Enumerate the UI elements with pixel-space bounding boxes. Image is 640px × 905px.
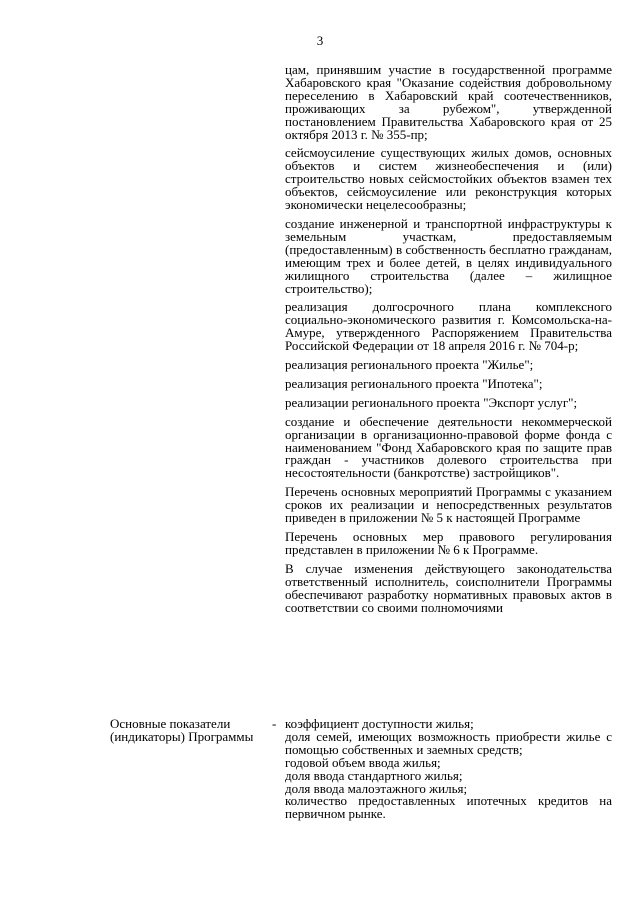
activities-list	[285, 64, 612, 620]
indicator-item: доля ввода стандартного жилья;	[285, 767, 463, 783]
list-item: реализация долгосрочного плана комплексного социально-экономического развития г. Комсомольска-на-Амуре, утвержденного Распоряжением Правительства Российской Федерации от 18 апреля 2016 г. № 704-р;	[285, 299, 612, 354]
list-item: реализация регионального проекта "Жилье";	[285, 357, 534, 373]
page-number: 3	[316, 33, 324, 48]
indicator-item: количество предоставленных ипотечных кредитов на первичном рынке.	[285, 793, 612, 822]
list-item: реализации регионального проекта "Экспорт услуг";	[285, 394, 578, 410]
indicator-item: годовой объем ввода жилья;	[285, 754, 441, 770]
indicator-item: коэффициент доступности жилья;	[285, 716, 474, 731]
list-item: реализация регионального проекта "Ипотека";	[285, 375, 543, 391]
list-item: В случае изменения действующего законодательства ответственный исполнитель, соисполнители Программы обеспечивают разработку нормативных правовых актов в соответствии со своими полномочиями	[285, 560, 612, 615]
indicator-item: доля семей, имеющих возможность приобрести жилье с помощью собственных и заемных средств;	[285, 728, 612, 757]
indicators-values	[285, 718, 612, 821]
list-item: Перечень основных мер правового регулирования представлен в приложении № 6 к Программе.	[285, 529, 612, 557]
list-item: цам, принявшим участие в государственной программе Хабаровского края "Оказание содействия добровольному переселению в Хабаровский край соотечественников, проживающих за рубежом", утвержденной постановлением Правительства Хабаровского края от 25 октября 2013 г. № 355-пр;	[285, 62, 612, 142]
indicators-label: Основные показатели (индикаторы) Программы	[110, 716, 254, 744]
list-item: создание и обеспечение деятельности некоммерческой организации в организационно-правовой форме фонда с наименованием "Фонд Хабаровского края по защите прав граждан - участников долевого строительства при несостоятельности (банкротстве) застройщиков".	[285, 413, 612, 481]
list-item: создание инженерной и транспортной инфраструктуры к земельным участкам, предоставляемым (предоставленным) в собственность бесплатно гражданам, имеющим трех и более детей, в целях индивидуального жилищного строительства (далее – жилищное строительство);	[285, 215, 612, 296]
list-item: сейсмоусиление существующих жилых домов, основных объектов и систем жизнеобеспечения и (или) строительство новых сейсмостойких объектов взамен тех объектов, сейсмоусиление или реконструкция которых экономически нецелесообразны;	[285, 145, 612, 213]
indicator-item: доля ввода малоэтажного жилья;	[285, 780, 468, 796]
list-item: Перечень основных мероприятий Программы с указанием сроков их реализации и непосредственных результатов приведен в приложении № 5 к настоящей Программе	[285, 484, 612, 526]
row-dash: -	[272, 716, 277, 731]
